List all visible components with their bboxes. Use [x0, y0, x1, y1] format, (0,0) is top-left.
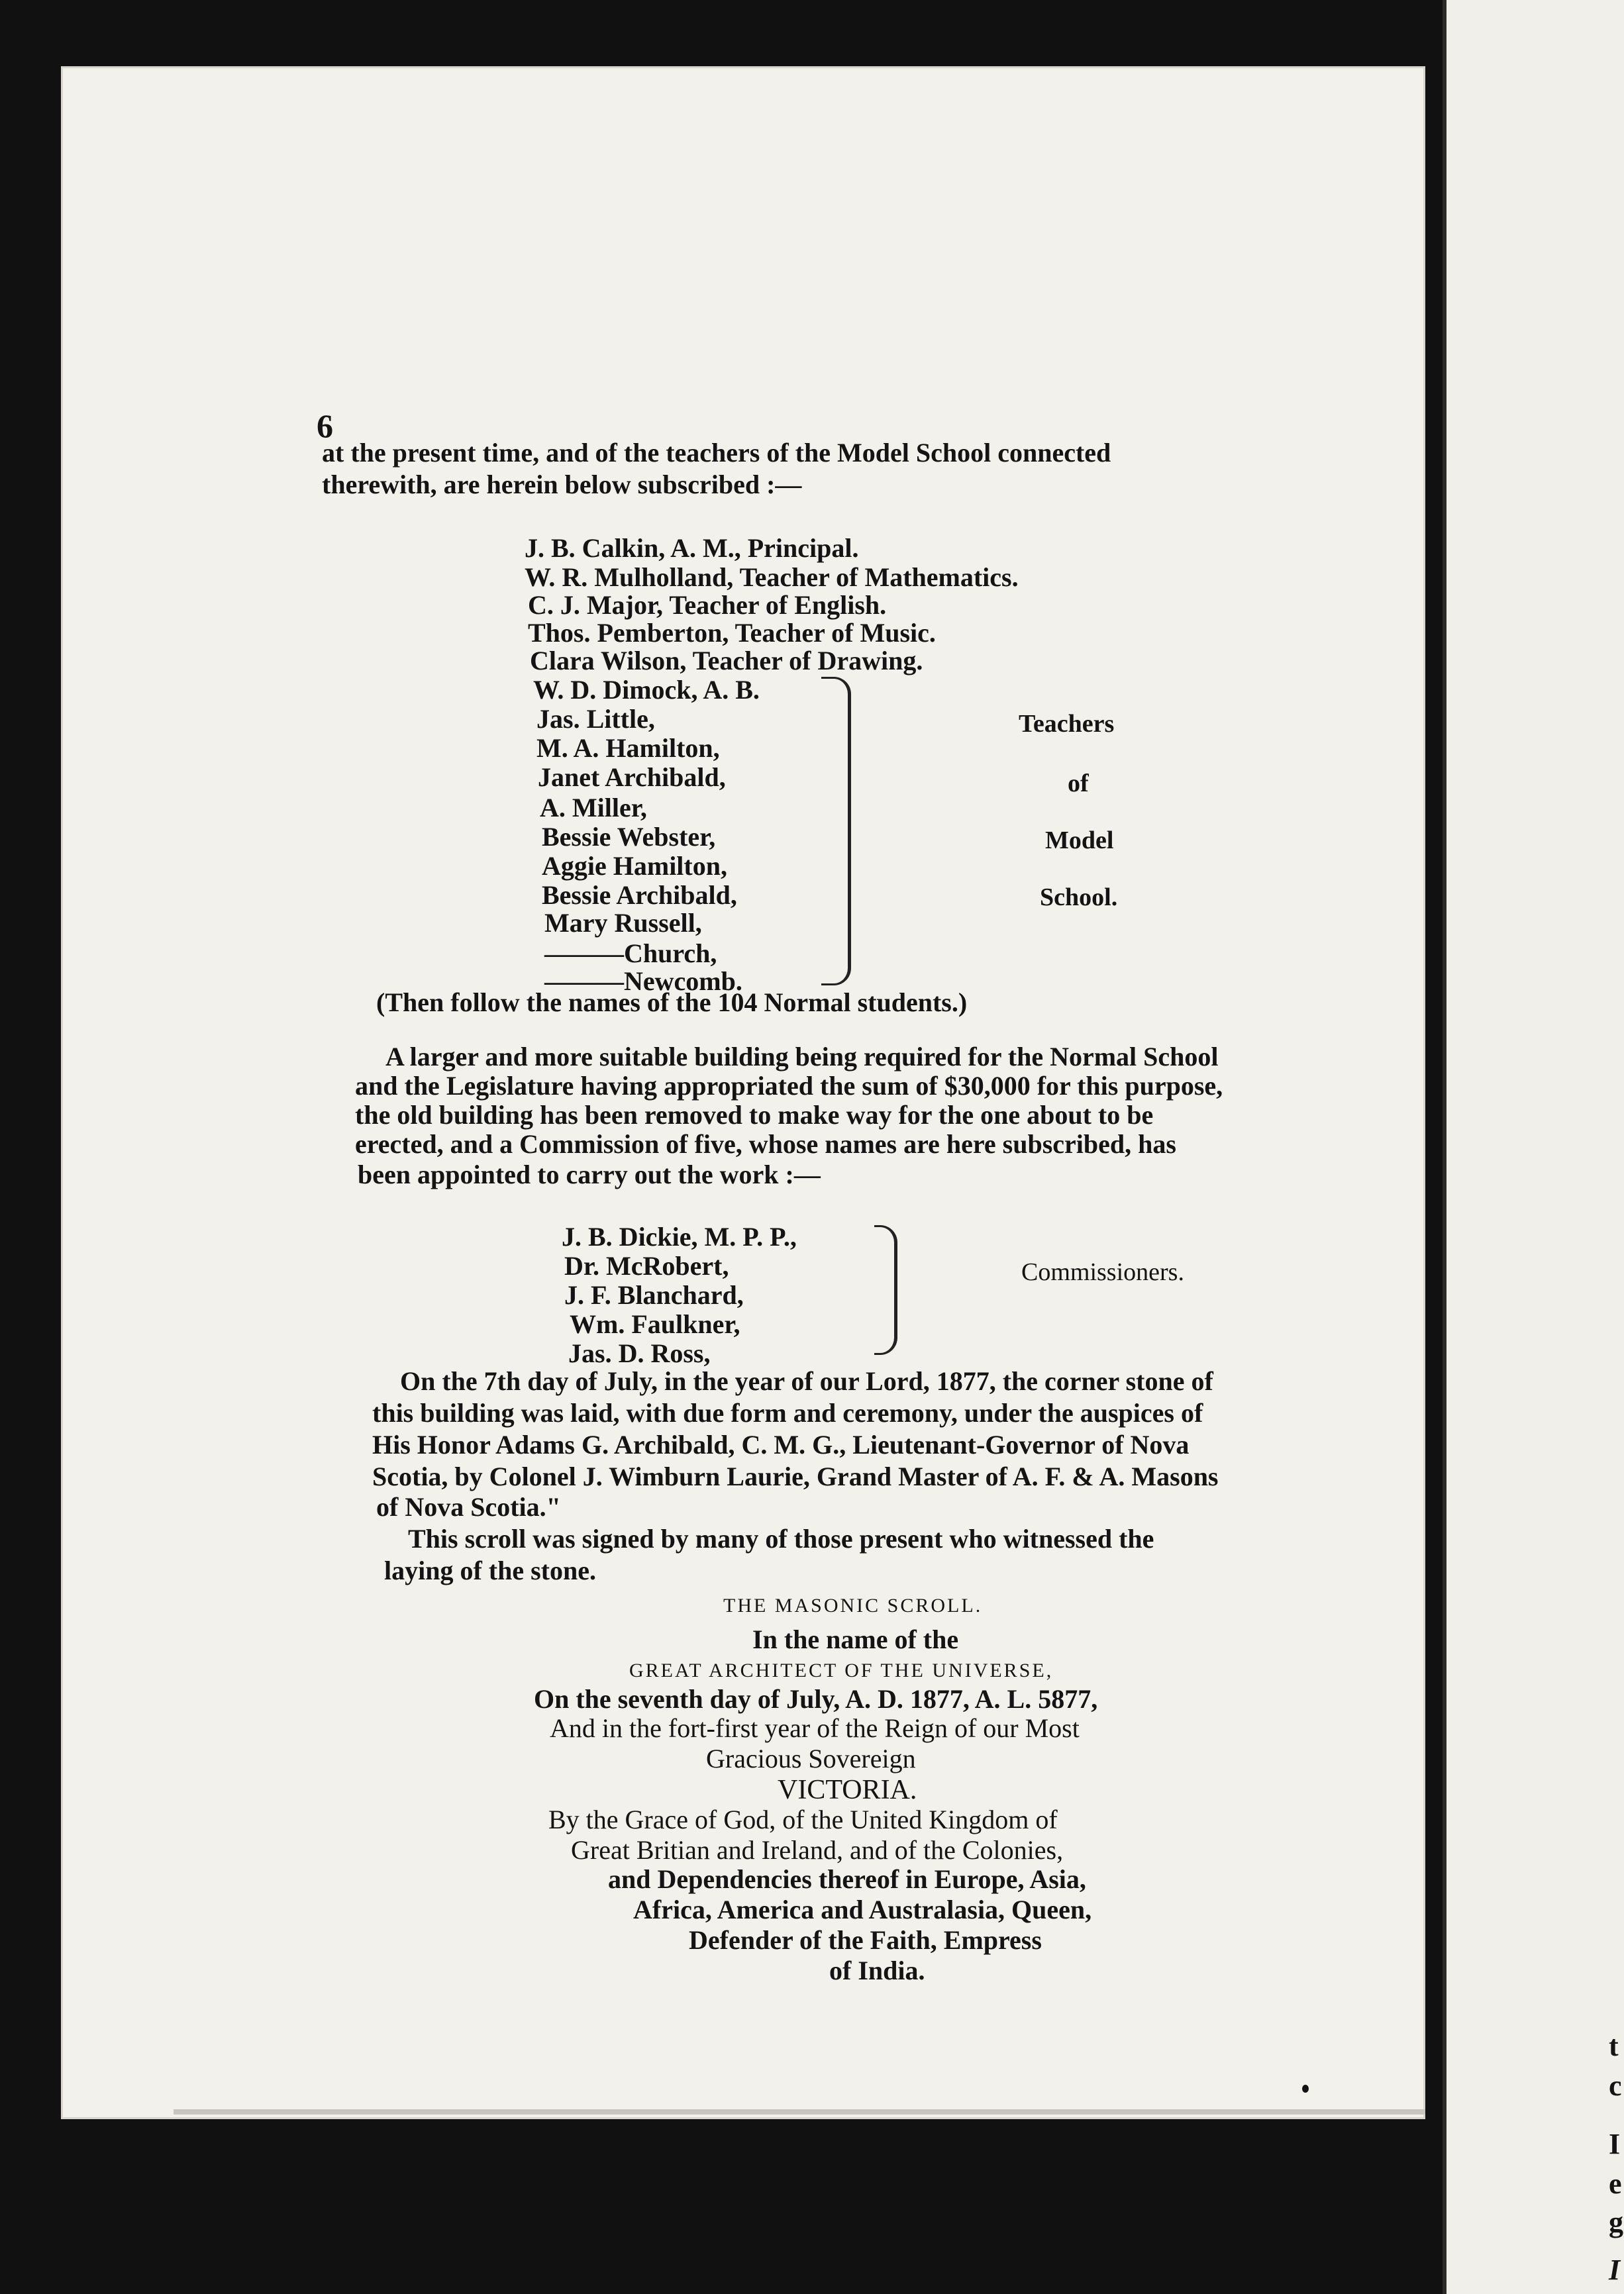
body-line: been appointed to carry out the work :— [358, 1160, 821, 1189]
scroll-line: VICTORIA. [778, 1775, 917, 1805]
body-line: the old building has been removed to make way for the one about to be [355, 1100, 1154, 1130]
facing-page-fragment: c [1609, 2070, 1622, 2102]
scroll-line: On the seventh day of July, A. D. 1877, A. L. 5877, [534, 1684, 1098, 1714]
scroll-line: and Dependencies thereof in Europe, Asia, [608, 1864, 1086, 1894]
body-line: of Nova Scotia." [376, 1492, 561, 1522]
model-school-label: Model [1045, 826, 1114, 854]
teacher-name: A. Miller, [540, 793, 647, 823]
teacher-name: ———Church, [544, 938, 717, 968]
teacher-name: Janet Archibald, [538, 762, 726, 792]
teacher-name: Bessie Archibald, [542, 880, 737, 910]
body-line: On the 7th day of July, in the year of our Lord, 1877, the corner stone of [400, 1366, 1213, 1396]
commissioners-brace [874, 1225, 897, 1355]
scroll-line: GREAT ARCHITECT OF THE UNIVERSE, [629, 1660, 1054, 1681]
teacher-name: Jas. Little, [536, 704, 655, 734]
commissioners-label: Commissioners. [1021, 1258, 1184, 1286]
scroll-line: Africa, America and Australasia, Queen, [633, 1895, 1092, 1924]
teacher-name: Bessie Webster, [542, 822, 716, 852]
body-line: this building was laid, with due form and ceremony, under the auspices of [372, 1398, 1203, 1428]
teachers-brace [821, 677, 851, 985]
facing-page-fragment: t [1609, 2030, 1619, 2062]
page-edge [174, 2109, 1425, 2115]
staff-line: J. B. Calkin, A. M., Principal. [525, 533, 859, 563]
commissioner-name: J. B. Dickie, M. P. P., [562, 1222, 797, 1252]
ink-speck [40, 1489, 50, 1503]
model-school-label: Teachers [1019, 710, 1115, 738]
page-number: 6 [317, 407, 333, 444]
ink-speck [1302, 2085, 1309, 2093]
teacher-name: Mary Russell, [544, 908, 702, 938]
facing-page [1443, 0, 1624, 2294]
facing-page-fragment: g [1609, 2206, 1623, 2238]
facing-page-fragment: I [1609, 2128, 1621, 2160]
students-note: (Then follow the names of the 104 Normal students.) [376, 987, 968, 1017]
intro-line: at the present time, and of the teachers of the Model School connected [322, 438, 1111, 468]
commissioner-name: Wm. Faulkner, [570, 1309, 740, 1339]
scroll-line: Defender of the Faith, Empress [689, 1925, 1042, 1955]
scroll-line: In the name of the [752, 1624, 959, 1654]
body-line: His Honor Adams G. Archibald, C. M. G., Lieutenant-Governor of Nova [372, 1430, 1190, 1460]
body-line: erected, and a Commission of five, whose names are here subscribed, has [355, 1129, 1176, 1159]
scroll-line: By the Grace of God, of the United Kingdom of [548, 1805, 1058, 1834]
staff-line: Thos. Pemberton, Teacher of Music. [528, 618, 936, 648]
teacher-name: M. A. Hamilton, [536, 733, 720, 763]
teacher-name: W. D. Dimock, A. B. [533, 675, 760, 705]
body-line: Scotia, by Colonel J. Wimburn Laurie, Grand Master of A. F. & A. Masons [372, 1462, 1219, 1491]
scroll-line: Great Britian and Ireland, and of the Colonies, [571, 1835, 1064, 1865]
facing-page-fragment: I [1609, 2254, 1621, 2286]
commissioner-name: Dr. McRobert, [564, 1251, 729, 1281]
body-line: and the Legislature having appropriated the sum of $30,000 for this purpose, [355, 1071, 1223, 1101]
staff-line: C. J. Major, Teacher of English. [528, 590, 887, 620]
model-school-label: School. [1040, 883, 1118, 911]
intro-line: therewith, are herein below subscribed :— [322, 470, 802, 499]
staff-line: W. R. Mulholland, Teacher of Mathematics. [525, 562, 1019, 592]
scroll-heading: THE MASONIC SCROLL. [723, 1595, 983, 1617]
facing-page-fragment: e [1609, 2168, 1622, 2200]
model-school-label: of [1068, 770, 1089, 797]
body-line: A larger and more suitable building being required for the Normal School [385, 1042, 1219, 1072]
commissioner-name: Jas. D. Ross, [568, 1338, 711, 1368]
teacher-name: ———Newcomb. [544, 966, 742, 996]
body-line: This scroll was signed by many of those present who witnessed the [408, 1524, 1154, 1554]
commissioner-name: J. F. Blanchard, [564, 1280, 744, 1310]
teacher-name: Aggie Hamilton, [542, 851, 727, 881]
scroll-line: And in the fort-first year of the Reign of our Most [550, 1713, 1080, 1743]
body-line: laying of the stone. [384, 1556, 596, 1585]
scroll-line: Gracious Sovereign [706, 1744, 916, 1773]
scroll-line: of India. [829, 1956, 925, 1985]
staff-line: Clara Wilson, Teacher of Drawing. [530, 646, 923, 675]
